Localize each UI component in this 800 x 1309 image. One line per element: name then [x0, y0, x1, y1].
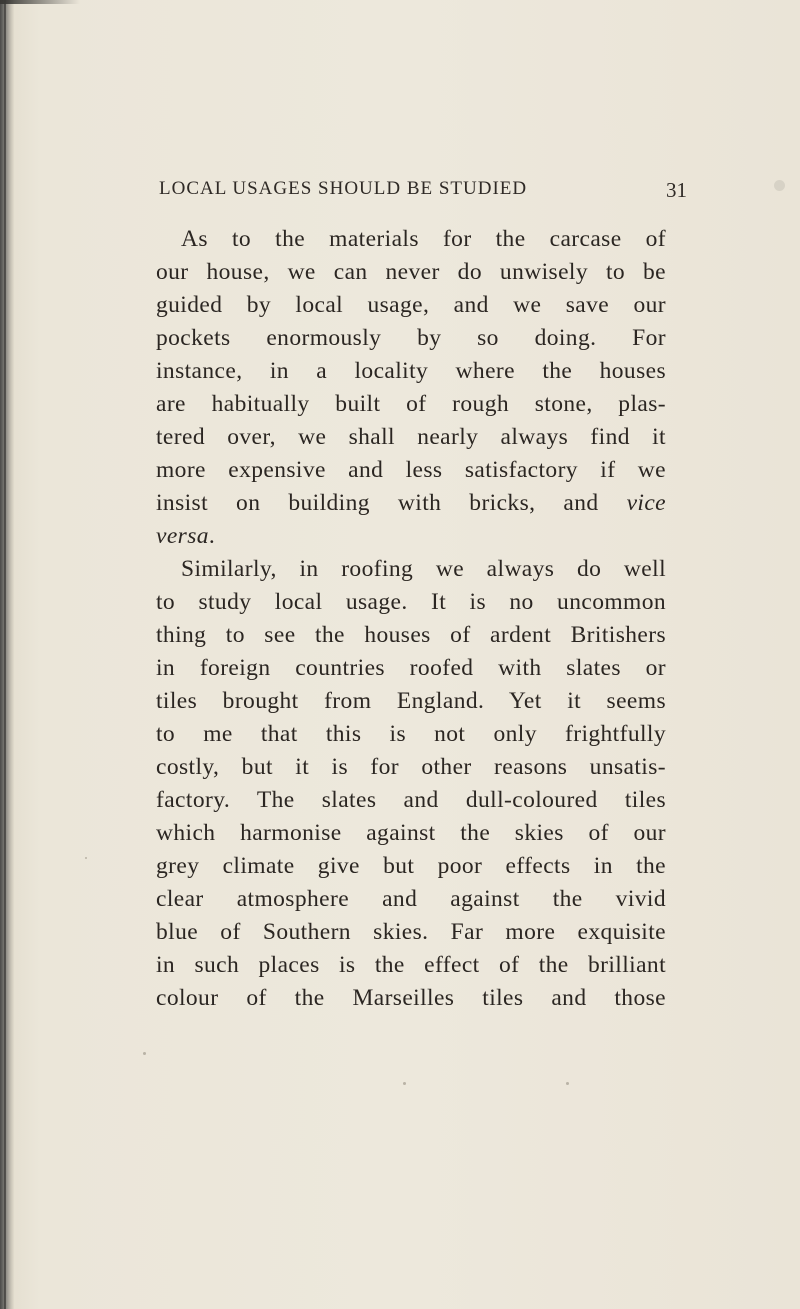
paper-speck: [566, 1082, 569, 1085]
text-line: tiles brought from England. Yet it seems: [156, 688, 666, 714]
italic-word: vice: [626, 490, 666, 516]
text-line: grey climate give but poor effects in the: [156, 853, 666, 879]
page-binding-edge: [0, 0, 14, 1309]
text-line: instance, in a locality where the houses: [156, 358, 666, 384]
paper-speck: [143, 1052, 146, 1055]
text-line-with-italic: [156, 487, 666, 520]
text-line: guided by local usage, and we save our: [156, 292, 666, 318]
text-line: thing to see the houses of ardent Britishers: [156, 622, 666, 648]
text-line: to study local usage. It is no uncommon: [156, 589, 666, 615]
top-edge-shadow: [0, 0, 80, 4]
text-line: pockets enormously by so doing. For: [156, 325, 666, 351]
text-line: clear atmosphere and against the vivid: [156, 886, 666, 912]
paper-speck: [85, 857, 87, 859]
italic-word: versa: [156, 523, 209, 549]
text-line: in such places is the effect of the brilliant: [156, 952, 666, 978]
text-line: blue of Southern skies. Far more exquisite: [156, 919, 666, 945]
binding-shadow-line: [4, 0, 6, 1309]
text-line: to me that this is not only frightfully: [156, 721, 666, 747]
text-line: costly, but it is for other reasons unsatis-: [156, 754, 666, 780]
text-line: As to the materials for the carcase of: [181, 226, 666, 252]
text-line: factory. The slates and dull-coloured tiles: [156, 787, 666, 813]
text-line: tered over, we shall nearly always find it: [156, 424, 666, 450]
text-line: more expensive and less satisfactory if we: [156, 457, 666, 483]
text-fragment: insist on building with bricks, and: [156, 490, 599, 516]
text-line: in foreign countries roofed with slates or: [156, 655, 666, 681]
text-line: Similarly, in roofing we always do well: [181, 556, 666, 582]
body-text: [156, 223, 666, 1015]
text-line: are habitually built of rough stone, plas-: [156, 391, 666, 417]
paper-speck: [403, 1082, 406, 1085]
paper-blemish: [774, 180, 785, 191]
sentence-end: .: [208, 523, 216, 549]
text-line: which harmonise against the skies of our: [156, 820, 666, 846]
text-line: our house, we can never do unwisely to be: [156, 259, 666, 285]
text-line-italic: [156, 520, 666, 553]
page-number: 31: [666, 178, 687, 202]
text-line: colour of the Marseilles tiles and those: [156, 985, 666, 1011]
running-head: LOCAL USAGES SHOULD BE STUDIED: [159, 178, 528, 199]
